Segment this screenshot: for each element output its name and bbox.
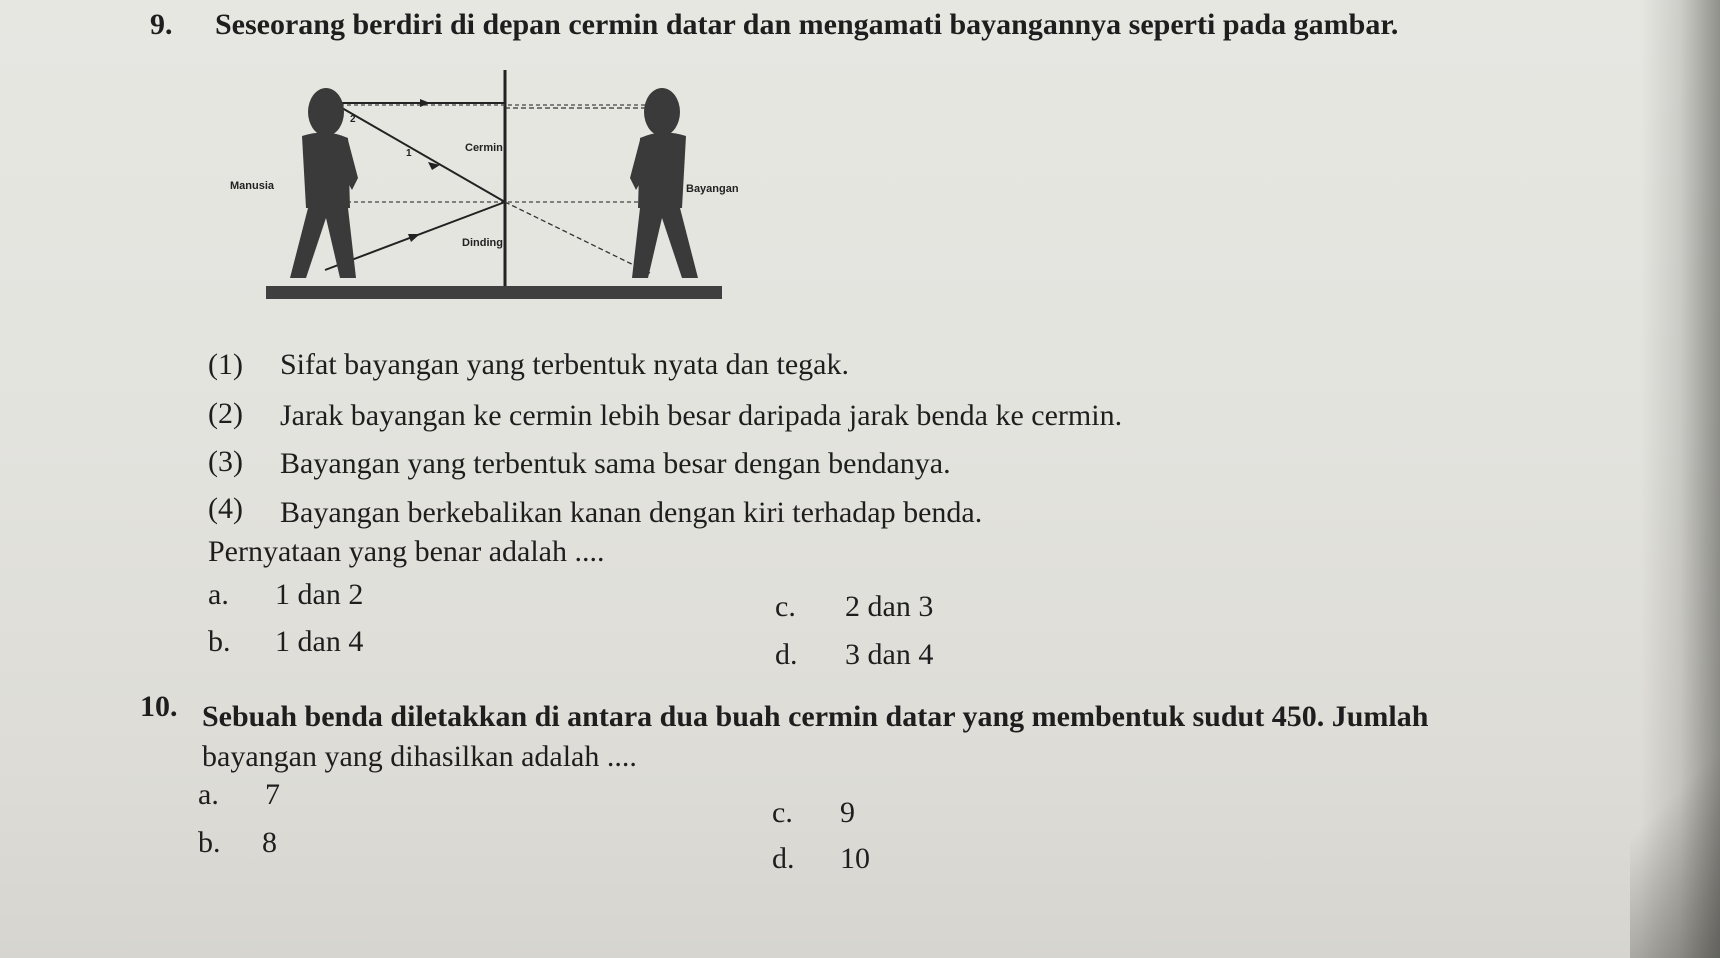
- statement-number: (3): [208, 445, 243, 478]
- option-text[interactable]: 7: [265, 778, 280, 811]
- label-dinding: Dinding: [462, 237, 503, 249]
- option-letter[interactable]: a.: [208, 578, 229, 611]
- option-letter[interactable]: c.: [772, 796, 793, 829]
- statement-text: Jarak bayangan ke cermin lebih besar daripada jarak benda ke cermin.: [280, 399, 1123, 432]
- option-text[interactable]: 9: [840, 796, 855, 829]
- statement-number: (4): [208, 492, 243, 525]
- statement-text: Sifat bayangan yang terbentuk nyata dan tegak.: [280, 348, 849, 381]
- option-text[interactable]: 3 dan 4: [845, 638, 934, 671]
- label-manusia: Manusia: [230, 180, 275, 192]
- label-ray-1: 1: [406, 148, 412, 159]
- question-number: 9.: [150, 8, 173, 41]
- floor: [266, 286, 722, 299]
- question-prompt: Pernyataan yang benar adalah ....: [208, 535, 605, 568]
- question-text: Seseorang berdiri di depan cermin datar dan mengamati bayangannya seperti pada gambar.: [215, 8, 1399, 41]
- option-text[interactable]: 2 dan 3: [845, 590, 934, 623]
- option-letter[interactable]: d.: [775, 638, 798, 671]
- option-letter[interactable]: b.: [208, 625, 231, 658]
- question-text-cont: bayangan yang dihasilkan adalah ....: [202, 740, 637, 773]
- question-number: 10.: [140, 690, 178, 723]
- statement-text: Bayangan yang terbentuk sama besar dengan bendanya.: [280, 447, 951, 480]
- option-text[interactable]: 10: [840, 842, 870, 875]
- mirror-diagram: [230, 68, 770, 318]
- statement-number: (2): [208, 397, 243, 430]
- option-letter[interactable]: a.: [198, 778, 219, 811]
- label-ray-2: 2: [350, 114, 356, 125]
- option-letter[interactable]: d.: [772, 842, 795, 875]
- option-letter[interactable]: b.: [198, 826, 221, 859]
- question-text: Sebuah benda diletakkan di antara dua buah cermin datar yang membentuk sudut 450. Jumlah: [202, 700, 1429, 733]
- person-figure: [290, 88, 358, 278]
- label-cermin: Cermin: [465, 142, 503, 154]
- statement-text: Bayangan berkebalikan kanan dengan kiri terhadap benda.: [280, 496, 983, 529]
- option-letter[interactable]: c.: [775, 590, 796, 623]
- option-text[interactable]: 8: [262, 826, 277, 859]
- option-text[interactable]: 1 dan 2: [275, 578, 364, 611]
- statement-number: (1): [208, 348, 243, 381]
- option-text[interactable]: 1 dan 4: [275, 625, 364, 658]
- label-bayangan: Bayangan: [686, 183, 739, 195]
- page-corner-shadow: [1630, 698, 1720, 958]
